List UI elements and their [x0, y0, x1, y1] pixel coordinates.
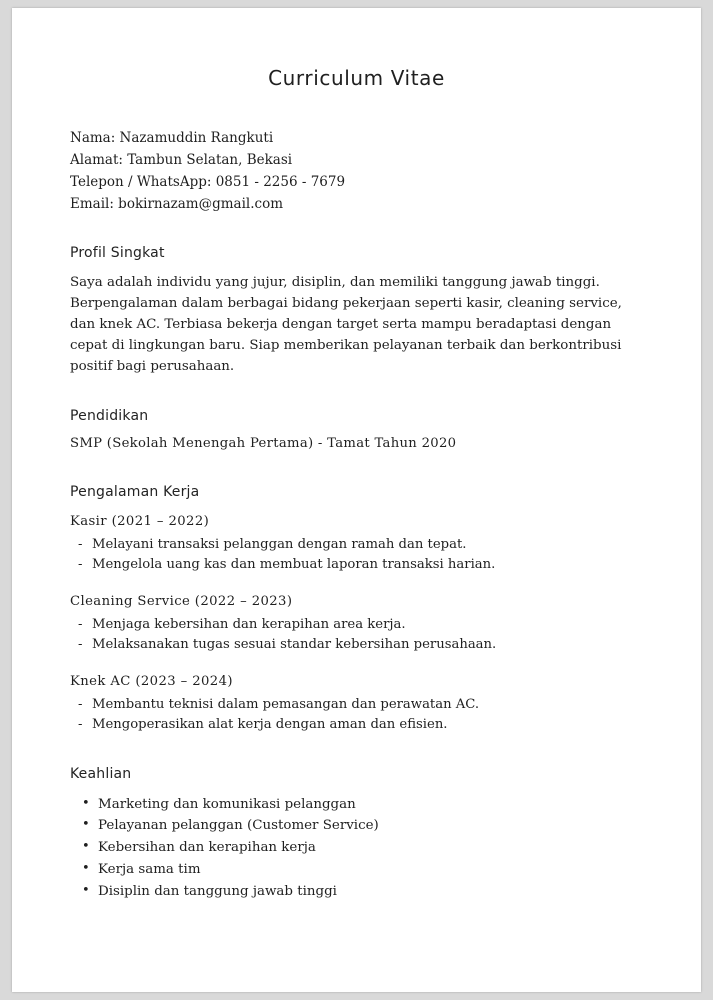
- duty-text: Melaksanakan tugas sesuai standar kebersihan perusahaan.: [92, 637, 497, 653]
- duty-text: Mengelola uang kas dan membuat laporan transaksi harian.: [92, 557, 496, 573]
- skills-list: [70, 794, 641, 903]
- dash-icon: -: [78, 557, 83, 573]
- skill-text: Kerja sama tim: [98, 861, 201, 877]
- bullet-icon: •: [82, 882, 90, 898]
- section-heading-skills: Keahlian: [70, 765, 132, 782]
- list-item: [82, 837, 641, 859]
- list-item: [78, 635, 641, 656]
- bullet-icon: •: [82, 795, 90, 811]
- section-heading-education: Pendidikan: [70, 407, 149, 424]
- experience-item: [70, 512, 641, 576]
- duty-text: Mengoperasikan alat kerja dengan aman dan efisien.: [92, 717, 448, 733]
- skills-block: [70, 794, 641, 903]
- list-item: [78, 555, 641, 576]
- list-item: [78, 535, 641, 556]
- page-title: Curriculum Vitae: [268, 66, 445, 90]
- identity-phone: Telepon / WhatsApp: 0851 - 2256 - 7679: [70, 173, 346, 190]
- bullet-icon: •: [82, 817, 90, 833]
- education-entry: SMP (Sekolah Menengah Pertama) - Tamat Tahun 2020: [70, 435, 457, 451]
- dash-icon: -: [78, 536, 83, 552]
- experience-item: [70, 592, 641, 656]
- dash-icon: -: [78, 616, 83, 632]
- job-duties: [70, 615, 641, 656]
- skill-text: Pelayanan pelanggan (Customer Service): [98, 818, 379, 834]
- job-duties: [70, 535, 641, 576]
- document-body: [12, 128, 701, 902]
- bullet-icon: •: [82, 839, 90, 855]
- identity-name: Nama: Nazamuddin Rangkuti: [70, 130, 274, 146]
- list-item: [78, 695, 641, 716]
- list-item: [78, 715, 641, 736]
- list-item: [82, 794, 641, 816]
- experience-item: [70, 672, 641, 736]
- bullet-icon: •: [82, 860, 90, 876]
- job-title: Knek AC (2023 – 2024): [70, 673, 233, 689]
- identity-block: [70, 128, 641, 215]
- identity-email: Email: bokirnazam@gmail.com: [70, 195, 284, 212]
- list-item: [82, 881, 641, 903]
- education-block: [70, 434, 641, 454]
- list-item: [82, 859, 641, 881]
- section-heading-profile: Profil Singkat: [70, 245, 165, 262]
- skill-text: Kebersihan dan kerapihan kerja: [98, 840, 316, 856]
- skill-text: Marketing dan komunikasi pelanggan: [98, 796, 356, 812]
- experience-list: [70, 512, 641, 736]
- duty-text: Menjaga kebersihan dan kerapihan area kerja.: [92, 616, 406, 632]
- document-page: [12, 8, 701, 992]
- dash-icon: -: [78, 717, 83, 733]
- list-item: [78, 615, 641, 636]
- skill-text: Disiplin dan tanggung jawab tinggi: [98, 883, 337, 899]
- duty-text: Melayani transaksi pelanggan dengan ramah dan tepat.: [92, 536, 467, 552]
- identity-address: Alamat: Tambun Selatan, Bekasi: [70, 151, 293, 168]
- dash-icon: -: [78, 637, 83, 653]
- list-item: [82, 815, 641, 837]
- duty-text: Membantu teknisi dalam pemasangan dan perawatan AC.: [92, 696, 480, 712]
- job-title: Kasir (2021 – 2022): [70, 513, 210, 529]
- job-duties: [70, 695, 641, 736]
- section-heading-experience: Pengalaman Kerja: [70, 483, 200, 500]
- profile-text: Saya adalah individu yang jujur, disiplin, dan memiliki tanggung jawab tinggi. Berpengalaman dalam berbagai bidang pekerjaan seperti kasir, cleaning service, dan knek AC. Terbiasa bekerja dengan target serta mampu beradaptasi dengan cepat di lingkungan baru. Siap memberikan pelayanan terbaik dan berkontribusi positif bagi perusahaan.: [70, 275, 622, 375]
- job-title: Cleaning Service (2022 – 2023): [70, 593, 293, 609]
- dash-icon: -: [78, 696, 83, 712]
